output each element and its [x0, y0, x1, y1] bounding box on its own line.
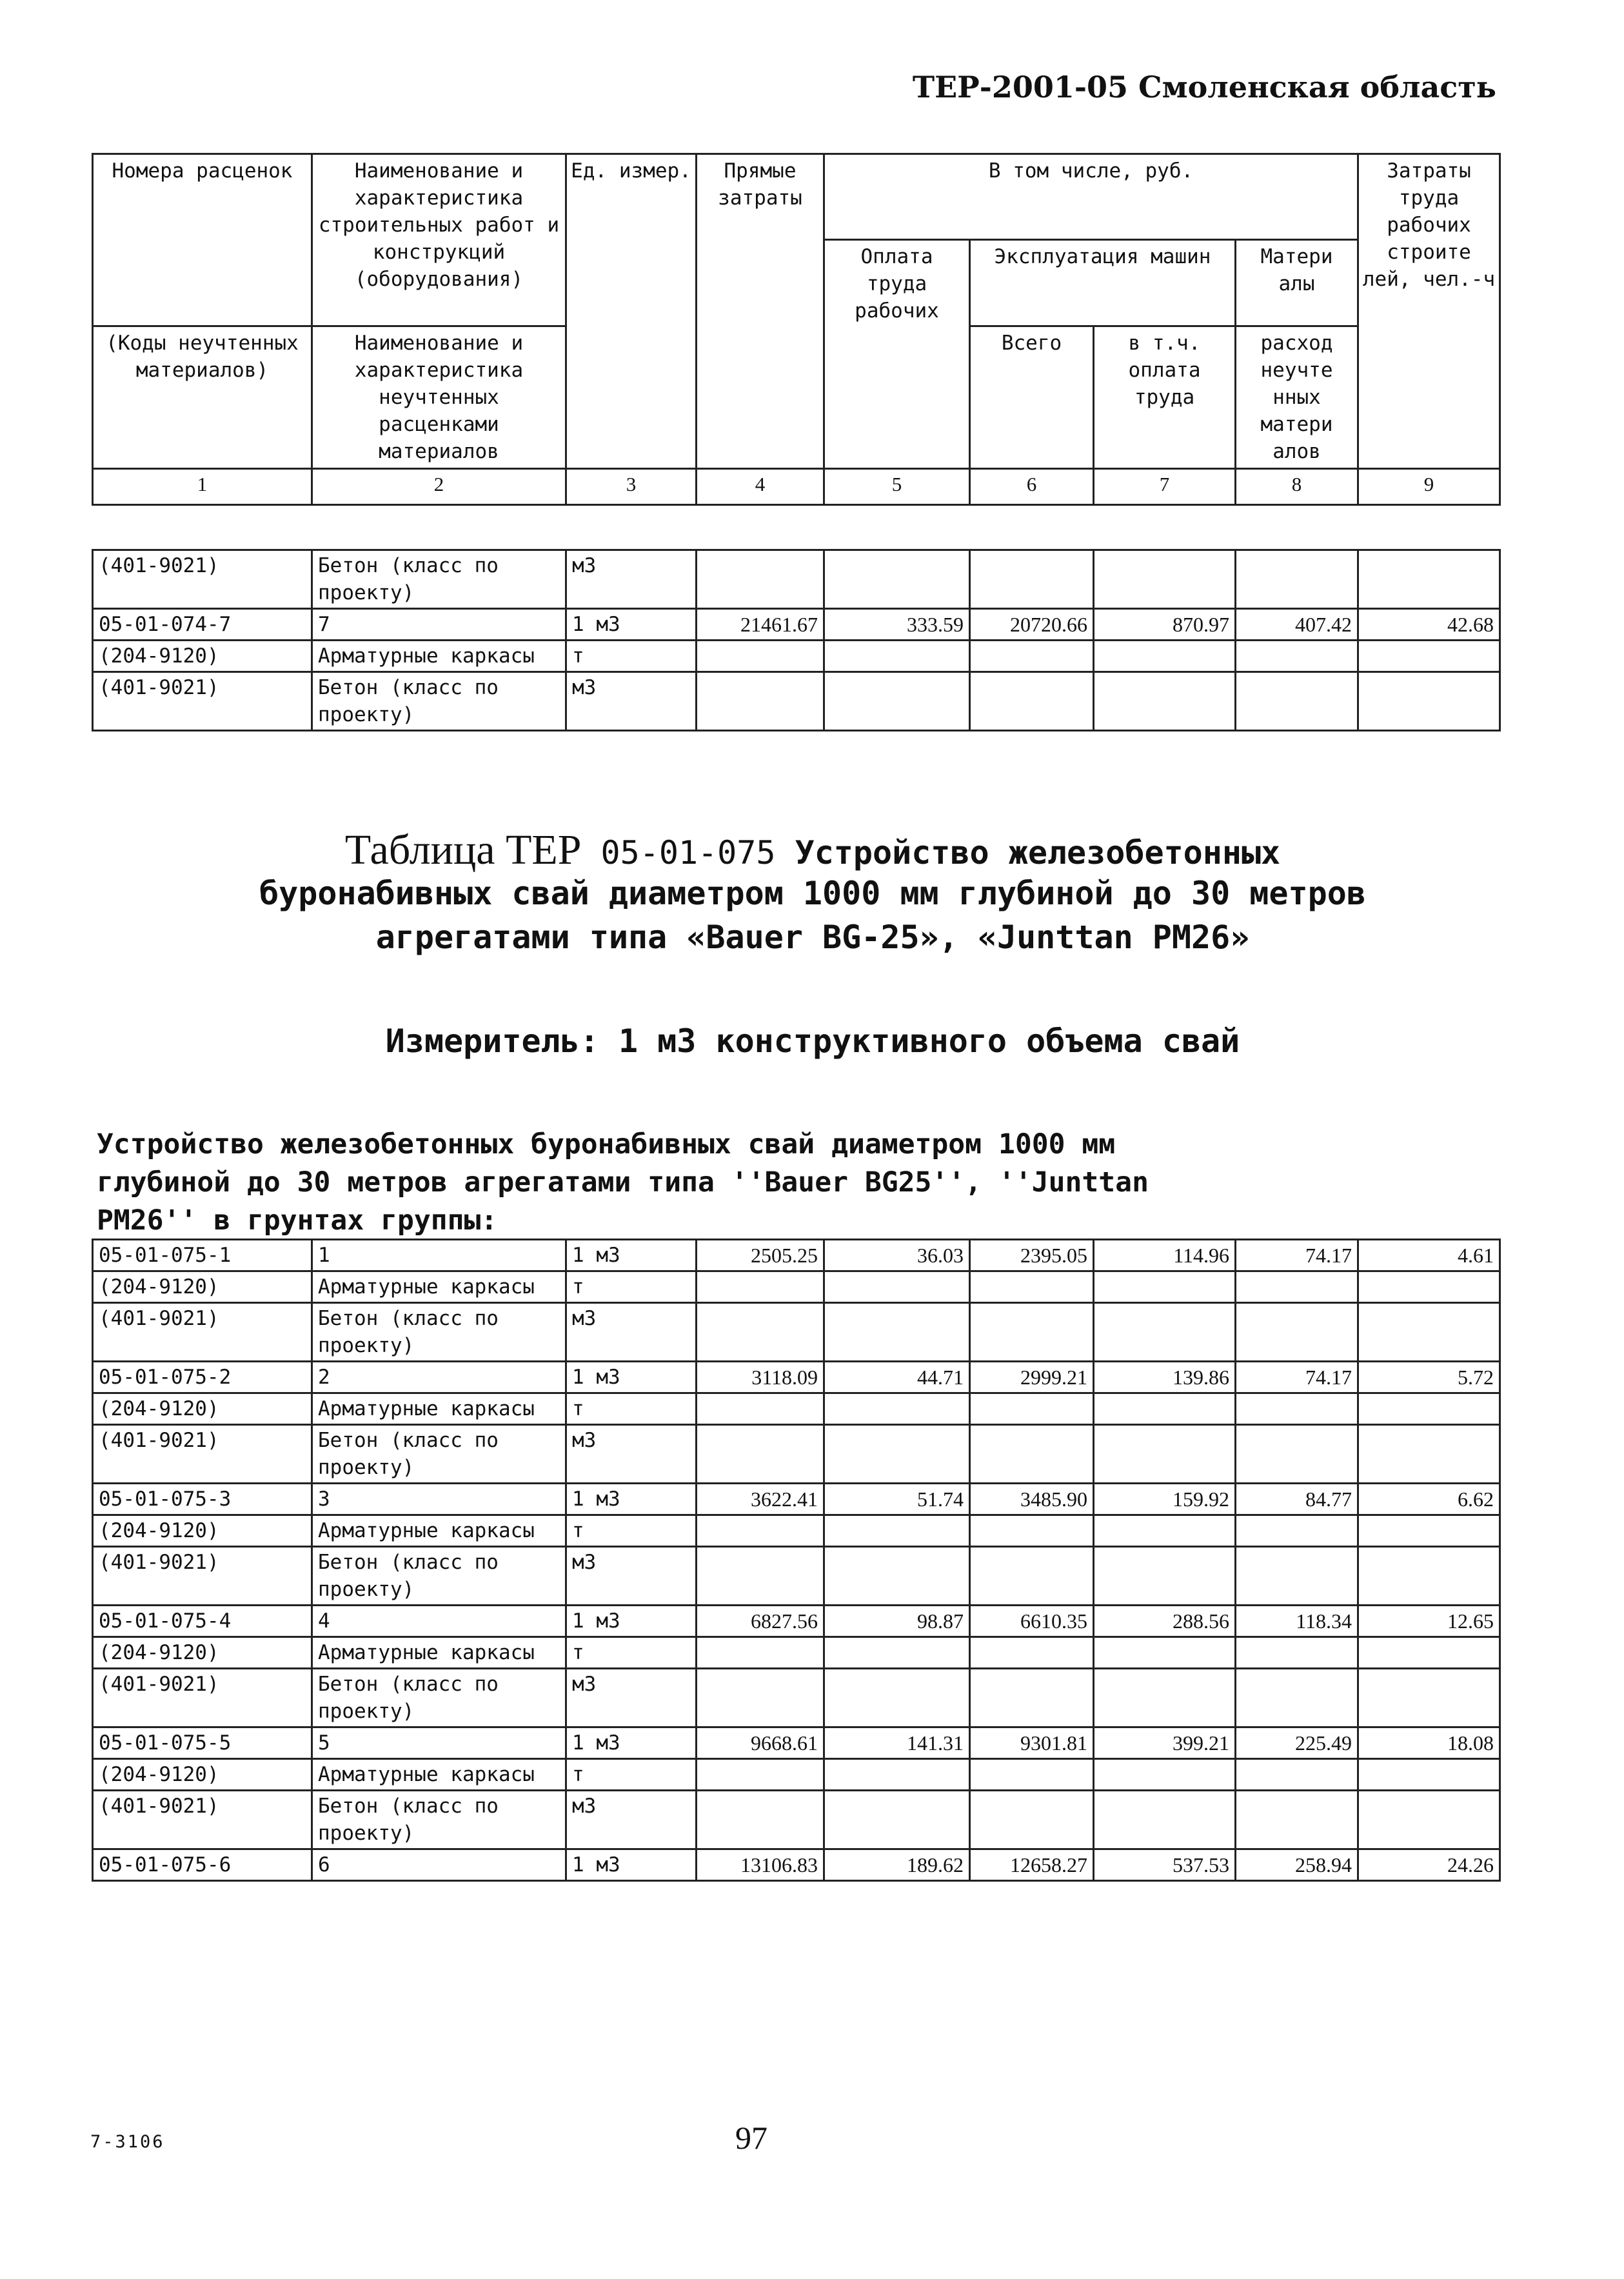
- machines-total: 9301.81: [970, 1727, 1094, 1759]
- wages: 98.87: [824, 1606, 970, 1637]
- table-row: [93, 1240, 1500, 1271]
- machines-total: [970, 1271, 1094, 1303]
- col-number: 8: [1236, 469, 1358, 505]
- wages: [824, 1271, 970, 1303]
- wages: [824, 1637, 970, 1669]
- rate-code: (204-9120): [93, 1515, 312, 1547]
- work-description-line: Устройство железобетонных буронабивных свай диаметром 1000 мм: [97, 1128, 1116, 1160]
- materials: 84.77: [1236, 1484, 1358, 1515]
- table-row: [93, 1791, 1500, 1849]
- wages: [824, 1547, 970, 1606]
- materials: 74.17: [1236, 1240, 1358, 1271]
- machines-wages: [1094, 672, 1236, 731]
- wages: [824, 1515, 970, 1547]
- direct-costs: [697, 1637, 824, 1669]
- rate-name: Бетон (класс по проекту): [312, 1425, 566, 1484]
- page-header-title: ТЕР-2001-05 Смоленская область: [912, 70, 1496, 104]
- machines-wages: [1094, 1515, 1236, 1547]
- col-number: 4: [697, 469, 824, 505]
- rate-unit: м3: [566, 1547, 697, 1606]
- rate-code: 05-01-075-2: [93, 1362, 312, 1393]
- labor-hours: [1358, 1791, 1500, 1849]
- labor-hours: [1358, 672, 1500, 731]
- table-row: [93, 1547, 1500, 1606]
- rate-name: Арматурные каркасы: [312, 1393, 566, 1425]
- labor-hours: [1358, 1303, 1500, 1362]
- materials: [1236, 1271, 1358, 1303]
- rate-unit: м3: [566, 1791, 697, 1849]
- table-row: [93, 1606, 1500, 1637]
- table-row: [93, 1637, 1500, 1669]
- print-code: 7-3106: [90, 2132, 165, 2152]
- rate-name: 6: [312, 1849, 566, 1881]
- table-row: [93, 1271, 1500, 1303]
- labor-hours: [1358, 550, 1500, 609]
- labor-hours: 5.72: [1358, 1362, 1500, 1393]
- section-title: [97, 826, 1529, 874]
- header-unit: Ед. измер.: [566, 154, 697, 469]
- rate-unit: м3: [566, 672, 697, 731]
- direct-costs: 2505.25: [697, 1240, 824, 1271]
- labor-hours: [1358, 1637, 1500, 1669]
- table-row: [93, 1515, 1500, 1547]
- section-title-line2: буронабивных свай диаметром 1000 мм глубиной до 30 метров: [259, 875, 1366, 912]
- rate-code: 05-01-075-6: [93, 1849, 312, 1881]
- direct-costs: [697, 1425, 824, 1484]
- materials: [1236, 1637, 1358, 1669]
- materials: [1236, 1547, 1358, 1606]
- machines-wages: [1094, 1637, 1236, 1669]
- machines-total: [970, 641, 1094, 672]
- labor-hours: [1358, 1547, 1500, 1606]
- rate-name: Арматурные каркасы: [312, 1759, 566, 1791]
- rate-name: 7: [312, 609, 566, 641]
- machines-total: [970, 550, 1094, 609]
- direct-costs: [697, 1791, 824, 1849]
- materials: [1236, 1791, 1358, 1849]
- table-row: [93, 1362, 1500, 1393]
- materials: [1236, 550, 1358, 609]
- header-direct-costs: Прямые затраты: [697, 154, 824, 469]
- machines-wages: 159.92: [1094, 1484, 1236, 1515]
- rate-name: Бетон (класс по проекту): [312, 1669, 566, 1727]
- rate-name: Бетон (класс по проекту): [312, 550, 566, 609]
- machines-total: 6610.35: [970, 1606, 1094, 1637]
- rate-code: 05-01-075-4: [93, 1606, 312, 1637]
- materials: [1236, 1515, 1358, 1547]
- materials: 407.42: [1236, 609, 1358, 641]
- machines-wages: [1094, 1547, 1236, 1606]
- labor-hours: [1358, 1393, 1500, 1425]
- col-number: 5: [824, 469, 970, 505]
- wages: 189.62: [824, 1849, 970, 1881]
- rate-code: (204-9120): [93, 1759, 312, 1791]
- rate-code: (401-9021): [93, 672, 312, 731]
- rate-code: (204-9120): [93, 1393, 312, 1425]
- table-row: [93, 1669, 1500, 1727]
- machines-total: 12658.27: [970, 1849, 1094, 1881]
- column-header-table: [92, 153, 1501, 506]
- rate-unit: м3: [566, 550, 697, 609]
- wages: 36.03: [824, 1240, 970, 1271]
- labor-hours: [1358, 1515, 1500, 1547]
- wages: [824, 1393, 970, 1425]
- col-number: 3: [566, 469, 697, 505]
- rate-name: Бетон (класс по проекту): [312, 1303, 566, 1362]
- work-description-line: PM26'' в грунтах группы:: [97, 1204, 498, 1237]
- rate-unit: 1 м3: [566, 1240, 697, 1271]
- wages: 44.71: [824, 1362, 970, 1393]
- machines-total: [970, 1515, 1094, 1547]
- labor-hours: [1358, 1425, 1500, 1484]
- machines-wages: 139.86: [1094, 1362, 1236, 1393]
- machines-total: [970, 1669, 1094, 1727]
- direct-costs: 3118.09: [697, 1362, 824, 1393]
- wages: [824, 672, 970, 731]
- direct-costs: [697, 1303, 824, 1362]
- table-row: [93, 1849, 1500, 1881]
- rate-code: (401-9021): [93, 1669, 312, 1727]
- table-row: [93, 1727, 1500, 1759]
- wages: [824, 1759, 970, 1791]
- machines-total: 3485.90: [970, 1484, 1094, 1515]
- header-codes: Номера расценок: [93, 154, 312, 326]
- col-number: 2: [312, 469, 566, 505]
- materials: [1236, 641, 1358, 672]
- table-row: [93, 1393, 1500, 1425]
- rate-code: (204-9120): [93, 641, 312, 672]
- table-row: [93, 609, 1500, 641]
- direct-costs: [697, 1393, 824, 1425]
- machines-total: [970, 1425, 1094, 1484]
- materials: [1236, 1425, 1358, 1484]
- machines-total: [970, 1637, 1094, 1669]
- wages: 141.31: [824, 1727, 970, 1759]
- rate-name: 3: [312, 1484, 566, 1515]
- work-description: [97, 1126, 1387, 1240]
- direct-costs: 9668.61: [697, 1727, 824, 1759]
- section-title-code: 05-01-075: [600, 834, 776, 871]
- machines-total: [970, 1393, 1094, 1425]
- materials: [1236, 1303, 1358, 1362]
- rate-unit: т: [566, 1271, 697, 1303]
- table-row: [93, 1425, 1500, 1484]
- rate-unit: м3: [566, 1425, 697, 1484]
- header-wages: Оплата труда рабочих: [824, 240, 970, 469]
- machines-total: 2999.21: [970, 1362, 1094, 1393]
- rates-table-075: [92, 1239, 1501, 1882]
- machines-wages: 288.56: [1094, 1606, 1236, 1637]
- direct-costs: [697, 1547, 824, 1606]
- rate-code: 05-01-075-3: [93, 1484, 312, 1515]
- machines-wages: [1094, 1425, 1236, 1484]
- table-row: [93, 550, 1500, 609]
- direct-costs: [697, 641, 824, 672]
- direct-costs: 6827.56: [697, 1606, 824, 1637]
- materials: [1236, 672, 1358, 731]
- labor-hours: 42.68: [1358, 609, 1500, 641]
- wages: 333.59: [824, 609, 970, 641]
- rate-name: Бетон (класс по проекту): [312, 1547, 566, 1606]
- section-title-line3: агрегатами типа «Bauer BG-25», «Junttan PM26»: [375, 919, 1250, 956]
- rate-code: (401-9021): [93, 1791, 312, 1849]
- rate-unit: м3: [566, 1303, 697, 1362]
- machines-wages: [1094, 641, 1236, 672]
- rate-name: Бетон (класс по проекту): [312, 672, 566, 731]
- labor-hours: [1358, 1759, 1500, 1791]
- rate-unit: т: [566, 1515, 697, 1547]
- direct-costs: [697, 1759, 824, 1791]
- page-number: 97: [735, 2120, 767, 2156]
- header-machines: Эксплуатация машин: [970, 240, 1236, 326]
- machines-total: [970, 1547, 1094, 1606]
- wages: 51.74: [824, 1484, 970, 1515]
- rate-name: Бетон (класс по проекту): [312, 1791, 566, 1849]
- labor-hours: 12.65: [1358, 1606, 1500, 1637]
- labor-hours: 18.08: [1358, 1727, 1500, 1759]
- machines-wages: [1094, 1271, 1236, 1303]
- labor-hours: [1358, 641, 1500, 672]
- rate-code: (401-9021): [93, 550, 312, 609]
- table-row: [93, 641, 1500, 672]
- machines-total: [970, 1759, 1094, 1791]
- machines-total: [970, 1791, 1094, 1849]
- rate-code: (401-9021): [93, 1425, 312, 1484]
- table-row: [93, 672, 1500, 731]
- machines-total: [970, 1303, 1094, 1362]
- rate-unit: 1 м3: [566, 1362, 697, 1393]
- direct-costs: [697, 1515, 824, 1547]
- machines-wages: [1094, 1303, 1236, 1362]
- machines-wages: [1094, 550, 1236, 609]
- rate-unit: 1 м3: [566, 1484, 697, 1515]
- header-name-unaccounted: Наименование и характеристика неучтенных расценками материалов: [312, 326, 566, 469]
- rate-code: (204-9120): [93, 1271, 312, 1303]
- header-materials: Матери алы: [1236, 240, 1358, 326]
- header-materials-unaccounted: расход неучте нных матери алов: [1236, 326, 1358, 469]
- header-labor: Затраты труда рабочих строите лей, чел.-ч: [1358, 154, 1500, 469]
- labor-hours: 6.62: [1358, 1484, 1500, 1515]
- rate-name: Арматурные каркасы: [312, 1271, 566, 1303]
- direct-costs: [697, 1669, 824, 1727]
- section-title-lead: Таблица ТЕР: [344, 826, 582, 873]
- machines-wages: 870.97: [1094, 609, 1236, 641]
- wages: [824, 550, 970, 609]
- wages: [824, 1669, 970, 1727]
- rate-code: (401-9021): [93, 1547, 312, 1606]
- header-name: Наименование и характеристика строительных работ и конструкций (оборудования): [312, 154, 566, 326]
- col-number: 9: [1358, 469, 1500, 505]
- rate-name: 4: [312, 1606, 566, 1637]
- direct-costs: 3622.41: [697, 1484, 824, 1515]
- rate-unit: т: [566, 1393, 697, 1425]
- header-machines-wages: в т.ч. оплата труда: [1094, 326, 1236, 469]
- rate-name: Арматурные каркасы: [312, 1637, 566, 1669]
- rate-unit: 1 м3: [566, 609, 697, 641]
- direct-costs: 13106.83: [697, 1849, 824, 1881]
- machines-wages: 114.96: [1094, 1240, 1236, 1271]
- rate-code: (401-9021): [93, 1303, 312, 1362]
- direct-costs: 21461.67: [697, 609, 824, 641]
- rates-table-074: [92, 549, 1501, 731]
- col-number: 6: [970, 469, 1094, 505]
- wages: [824, 1791, 970, 1849]
- direct-costs: [697, 1271, 824, 1303]
- machines-wages: [1094, 1393, 1236, 1425]
- table-row: [93, 1759, 1500, 1791]
- measure-unit: Измеритель: 1 м3 конструктивного объема свай: [385, 1022, 1240, 1060]
- labor-hours: [1358, 1669, 1500, 1727]
- materials: [1236, 1669, 1358, 1727]
- header-codes-unaccounted: (Коды неучтенных материалов): [93, 326, 312, 469]
- rate-name: 1: [312, 1240, 566, 1271]
- rate-code: 05-01-074-7: [93, 609, 312, 641]
- materials: 74.17: [1236, 1362, 1358, 1393]
- direct-costs: [697, 550, 824, 609]
- col-number: 1: [93, 469, 312, 505]
- rate-unit: т: [566, 1637, 697, 1669]
- labor-hours: [1358, 1271, 1500, 1303]
- materials: 225.49: [1236, 1727, 1358, 1759]
- wages: [824, 1303, 970, 1362]
- rate-code: 05-01-075-5: [93, 1727, 312, 1759]
- col-number: 7: [1094, 469, 1236, 505]
- labor-hours: 4.61: [1358, 1240, 1500, 1271]
- rate-unit: т: [566, 641, 697, 672]
- machines-wages: [1094, 1669, 1236, 1727]
- materials: 118.34: [1236, 1606, 1358, 1637]
- rate-unit: т: [566, 1759, 697, 1791]
- rate-name: Арматурные каркасы: [312, 641, 566, 672]
- materials: [1236, 1393, 1358, 1425]
- machines-wages: 537.53: [1094, 1849, 1236, 1881]
- work-description-line: глубиной до 30 метров агрегатами типа ''Bauer BG25'', ''Junttan: [97, 1166, 1149, 1199]
- machines-wages: [1094, 1759, 1236, 1791]
- rate-code: (204-9120): [93, 1637, 312, 1669]
- wages: [824, 1425, 970, 1484]
- machines-wages: 399.21: [1094, 1727, 1236, 1759]
- machines-wages: [1094, 1791, 1236, 1849]
- materials: [1236, 1759, 1358, 1791]
- wages: [824, 641, 970, 672]
- machines-total: 20720.66: [970, 609, 1094, 641]
- rate-unit: 1 м3: [566, 1606, 697, 1637]
- rate-unit: 1 м3: [566, 1849, 697, 1881]
- rate-unit: м3: [566, 1669, 697, 1727]
- labor-hours: 24.26: [1358, 1849, 1500, 1881]
- materials: 258.94: [1236, 1849, 1358, 1881]
- machines-total: [970, 672, 1094, 731]
- rate-name: Арматурные каркасы: [312, 1515, 566, 1547]
- rate-code: 05-01-075-1: [93, 1240, 312, 1271]
- rate-name: 2: [312, 1362, 566, 1393]
- table-row: [93, 1484, 1500, 1515]
- direct-costs: [697, 672, 824, 731]
- header-machines-total: Всего: [970, 326, 1094, 469]
- machines-total: 2395.05: [970, 1240, 1094, 1271]
- header-including: В том числе, руб.: [824, 154, 1358, 240]
- rate-unit: 1 м3: [566, 1727, 697, 1759]
- section-title-line1: Устройство железобетонных: [795, 834, 1281, 871]
- rate-name: 5: [312, 1727, 566, 1759]
- table-row: [93, 1303, 1500, 1362]
